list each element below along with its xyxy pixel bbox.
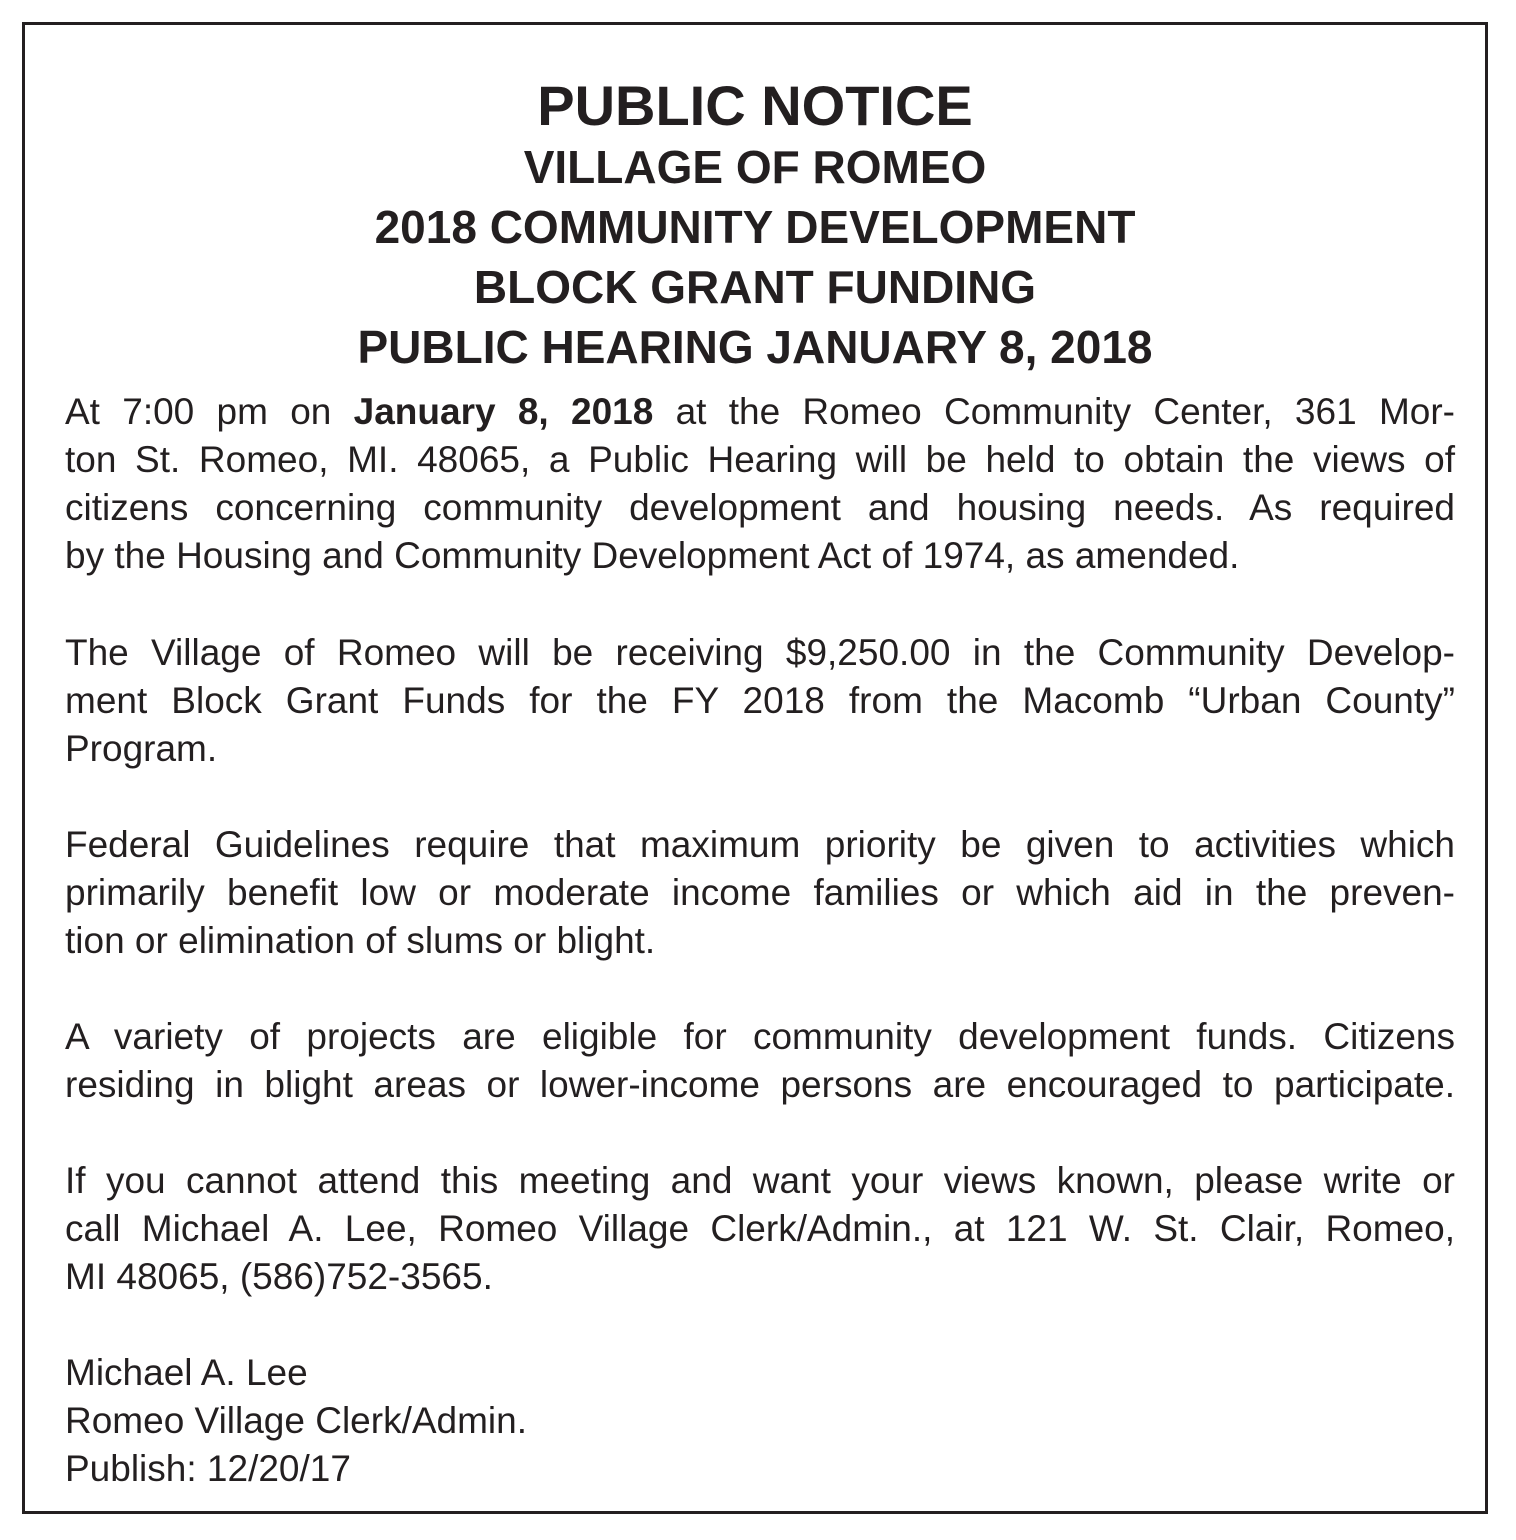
- text-run: At 7:00 pm on: [65, 391, 354, 432]
- paragraph-line: primarily benefit low or moderate income families or which aid in the preven-: [65, 872, 1455, 913]
- paragraph-line: [65, 388, 1455, 436]
- paragraph-hearing-details: [65, 388, 1455, 580]
- notice-border: [22, 22, 1488, 1514]
- notice-header: [25, 75, 1485, 377]
- hearing-date-bold: January 8, 2018: [353, 391, 654, 432]
- paragraph-line: ton St. Romeo, MI. 48065, a Public Hearing will be held to obtain the views of: [65, 439, 1455, 480]
- paragraph-federal-guidelines: [65, 821, 1455, 965]
- paragraph-line: The Village of Romeo will be receiving $9,250.00 in the Community Develop-: [65, 632, 1455, 673]
- publish-date: Publish: 12/20/17: [65, 1448, 351, 1489]
- paragraph-line: residing in blight areas or lower-income persons are encouraged to participate.: [65, 1064, 1455, 1105]
- paragraph-line: citizens concerning community development and housing needs. As required: [65, 487, 1455, 528]
- paragraph-funding-amount: [65, 629, 1455, 773]
- signature-block: [65, 1349, 1455, 1493]
- signature-title: Romeo Village Clerk/Admin.: [65, 1400, 528, 1441]
- paragraph-line: tion or elimination of slums or blight.: [65, 920, 656, 961]
- paragraph-line: ment Block Grant Funds for the FY 2018 from the Macomb “Urban County”: [65, 680, 1455, 721]
- text-run: at the Romeo Community Center, 361 Mor-: [653, 391, 1455, 432]
- header-hearing-date: PUBLIC HEARING JANUARY 8, 2018: [357, 321, 1153, 373]
- header-program: 2018 COMMUNITY DEVELOPMENT: [374, 201, 1136, 253]
- paragraph-line: A variety of projects are eligible for community development funds. Citizens: [65, 1016, 1455, 1057]
- header-village: VILLAGE OF ROMEO: [523, 141, 987, 193]
- paragraph-line: If you cannot attend this meeting and want your views known, please write or: [65, 1160, 1455, 1201]
- notice-title: PUBLIC NOTICE: [537, 74, 973, 137]
- signature-name: Michael A. Lee: [65, 1352, 308, 1393]
- paragraph-line: call Michael A. Lee, Romeo Village Clerk/Admin., at 121 W. St. Clair, Romeo,: [65, 1208, 1455, 1249]
- paragraph-line: Program.: [65, 728, 218, 769]
- paragraph-line: by the Housing and Community Development Act of 1974, as amended.: [65, 535, 1240, 576]
- paragraph-line: MI 48065, (586)752-3565.: [65, 1256, 493, 1297]
- paragraph-eligible-projects: [65, 1013, 1455, 1109]
- header-funding: BLOCK GRANT FUNDING: [473, 261, 1037, 313]
- paragraph-line: Federal Guidelines require that maximum priority be given to activities which: [65, 824, 1455, 865]
- paragraph-contact-info: [65, 1157, 1455, 1301]
